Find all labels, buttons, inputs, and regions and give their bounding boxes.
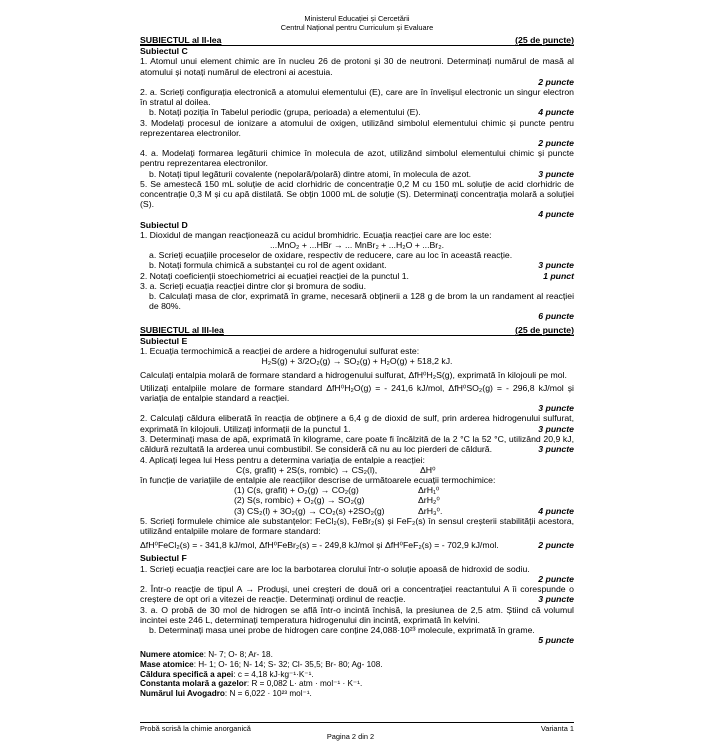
item-e2: 2. Calculați căldura eliberată în reacția de obținere a 6,4 g de dioxid de sulf, prin arderea hidrogenului sulfurat, exprimată în kilojouli. Utilizați informații de la punctul 1.: [140, 413, 574, 434]
item-e4-equation: C(s, grafit) + 2S(s, rombic) → CS₂(l),: [236, 464, 378, 475]
item-e1-points: 3 puncte: [538, 403, 574, 414]
item-e4-points: 4 puncte: [538, 505, 574, 516]
item-d3a: 3. a. Scrieți ecuația reacției dintre clor și bromura de sodiu.: [140, 280, 366, 291]
item-e3-points: 3 puncte: [538, 444, 574, 455]
item-f2: 2. Într-o reacție de tipul A → Produși, unei creșteri de două ori a concentrației reactantului A îi corespunde o creștere de opt ori a vitezei de reacție. Determinați ordinul de reacție.: [140, 583, 574, 605]
mass-values: : H- 1; O- 16; N- 14; S- 32; Cl- 35,5; Br- 80; Ag- 108.: [193, 659, 383, 669]
ministry-name: Ministerul Educației și Cercetării: [304, 14, 410, 23]
reaction-2: (2) S(s, rombic) + O₂(g) → SO₂(g): [234, 495, 365, 506]
item-e1-use: Utilizați entalpiile molare de formare standard ΔfH⁰H₂O(g) = - 241,6 kJ/mol, ΔfH⁰SO₂(g) = - 296,8 kJ/mol și variația de entalpie standard a reacției.: [140, 382, 574, 403]
item-d1a: a. Scrieți ecuațiile proceselor de oxidare, respectiv de reducere, care au loc în această reacție.: [149, 250, 513, 261]
item-c1: 1. Atomul unui element chimic are în nucleu 26 de protoni și 30 de neutroni. Determinați numărul de masă al atomului și notați numărul de electroni ai acestuia.: [140, 56, 574, 77]
section-3-heading: [140, 325, 574, 336]
reaction-1-dh: ΔrH₁⁰: [418, 485, 440, 496]
item-d1b-points: 3 puncte: [538, 260, 574, 271]
item-c5: 5. Se amestecă 150 mL soluție de acid clorhidric de concentrație 0,2 M cu 150 mL soluție de acid clorhidric de concentrație 0,3 M și cu apă distilată. Se obțin 1000 mL de soluție (S). Determinați concentrația molară a soluției (S).: [140, 178, 574, 210]
avogadro-value: : N = 6,022 · 10²³ mol⁻¹.: [224, 688, 312, 698]
section-3-title: SUBIECTUL al III-lea: [140, 324, 224, 335]
gas-label: Constanta molară a gazelor: [140, 679, 247, 689]
item-f3-points: 5 puncte: [538, 635, 574, 646]
exam-page: [140, 14, 574, 698]
item-d1: 1. Dioxidul de mangan reacționează cu acidul bromhidric. Ecuația reacției care are loc este:: [140, 229, 492, 240]
atomic-values: : N- 7; O- 8; Ar- 18.: [203, 650, 273, 660]
footer-variant: Varianta 1: [540, 724, 574, 733]
item-d3b: b. Calculați masa de clor, exprimată în grame, necesară obținerii a 128 g de brom la un randament al reacției de 80%.: [149, 291, 574, 312]
item-f1: 1. Scrieți ecuația reacției care are loc la barbotarea clorului într-o soluție apoasă de hidroxid de sodiu.: [140, 563, 530, 574]
item-c3-points: 2 puncte: [538, 138, 574, 149]
reaction-1: (1) C(s, grafit) + O₂(g) → CO₂(g): [234, 485, 359, 496]
item-d1-equation: ...MnO₂ + ...HBr → ... MnBr₂ + ...H₂O + ...Br₂.: [269, 240, 444, 251]
item-d2-points: 1 punct: [543, 270, 574, 281]
constants-block: [140, 650, 574, 698]
item-c3: 3. Modelați procesul de ionizare a atomului de oxigen, utilizând simbolul elementului chimic și puncte pentru reprezentarea electronilor.: [140, 117, 574, 138]
item-d2: 2. Notați coeficienții stoechiometrici ai ecuației reacției de la punctul 1.: [140, 270, 409, 281]
item-c4b: b. Notați tipul legăturii covalente (nepolară/polară) dintre atomi, în molecula de azot.: [149, 168, 472, 179]
ministry-header: [140, 14, 574, 32]
item-d3-points: 6 puncte: [538, 311, 574, 322]
item-c4a: 4. a. Modelați formarea legăturii chimice în molecula de azot, utilizând simbolul elementului chimic și puncte pentru reprezentarea electronilor.: [140, 148, 574, 169]
mass-label: Mase atomice: [140, 659, 194, 669]
item-f2-points: 3 puncte: [538, 594, 574, 605]
item-c2b-points: 4 puncte: [538, 107, 574, 118]
heat-value: : c = 4,18 kJ·kg⁻¹·K⁻¹.: [233, 669, 314, 679]
item-f3b: b. Determinați masa unei probe de hidrogen care conține 24,088·10²³ molecule, exprimată în grame.: [149, 624, 535, 635]
item-e4: 4. Aplicați legea lui Hess pentru a determina variația de entalpie a reacției:: [140, 454, 425, 465]
item-c1-points: 2 puncte: [538, 76, 574, 87]
item-c5-points: 4 puncte: [538, 209, 574, 220]
item-e5-values: ΔfH⁰FeCl₂(s) = - 341,8 kJ/mol, ΔfH⁰FeBr₂(s) = - 249,8 kJ/mol și ΔfH⁰FeF₂(s) = - 702,9 kJ/mol.: [140, 540, 499, 551]
section-2-points: (25 de puncte): [515, 35, 574, 45]
section-3-points: (25 de puncte): [515, 324, 574, 335]
atomic-label: Numere atomice: [140, 650, 204, 660]
item-e5-points: 2 puncte: [538, 540, 574, 551]
item-e1-calc: Calculați entalpia molară de formare standard a hidrogenului sulfurat, ΔfH⁰H₂S(g), exprimată în kilojouli pe mol.: [140, 369, 567, 380]
reaction-3: (3) CS₂(l) + 3O₂(g) → CO₂(s) +2SO₂(g): [234, 505, 385, 516]
gas-value: : R = 0,082 L· atm · mol⁻¹ · K⁻¹.: [246, 679, 363, 689]
section-2-title: SUBIECTUL al II-lea: [140, 35, 222, 45]
item-e2-points: 3 puncte: [538, 423, 574, 434]
item-d1b: b. Notați formula chimică a substanței cu rol de agent oxidant.: [149, 260, 387, 271]
item-e5: 5. Scrieți formulele chimice ale substanțelor: FeCl₂(s), FeBr₂(s) și FeF₂(s) în sensul creșterii stabilității acestora, utilizând entalpiile molare de formare standard:: [140, 515, 574, 536]
item-e1-equation: H₂S(g) + 3/2O₂(g) → SO₂(g) + H₂O(g) + 518,2 kJ.: [261, 356, 453, 367]
subject-e-title: Subiectul E: [140, 335, 188, 346]
subject-c-title: Subiectul C: [140, 46, 188, 57]
footer-exam-name: Probă scrisă la chimie anorganică: [140, 724, 251, 733]
subject-d-title: Subiectul D: [140, 219, 188, 230]
item-e4-dh: ΔH⁰: [420, 464, 436, 475]
item-e3: 3. Determinați masa de apă, exprimată în kilograme, care poate fi încălzită de la 2 °C la 52 °C, utilizând 20,9 kJ, căldură rezultată la arderea unui combustibil. Se consideră că nu au loc pierderi de căldură.: [140, 433, 574, 455]
item-c4b-points: 3 puncte: [538, 168, 574, 179]
subject-f-title: Subiectul F: [140, 553, 187, 564]
center-name: Centrul Național pentru Curriculum și Evaluare: [280, 23, 434, 32]
heat-label: Căldura specifică a apei: [140, 669, 234, 679]
item-e4-function: în funcție de variațiile de entalpie ale reacțiilor descrise de următoarele ecuații termochimice:: [140, 474, 496, 485]
avogadro-label: Numărul lui Avogadro: [140, 688, 225, 698]
item-f3a: 3. a. O probă de 30 mol de hidrogen se află într-o incintă închisă, la presiunea de 2,5 atm. Știind că volumul incintei este 246 L, determinați temperatura hidrogenului din incintă, exprimată în kelvini.: [140, 604, 574, 625]
item-e1: 1. Ecuația termochimică a reacției de ardere a hidrogenului sulfurat este:: [140, 346, 420, 357]
reaction-3-dh: ΔrH₃⁰.: [418, 505, 443, 516]
page-number: Pagina 2 din 2: [326, 732, 375, 741]
reaction-2-dh: ΔrH₂⁰: [418, 495, 440, 506]
item-c2a: 2. a. Scrieți configurația electronică a atomului elementului (E), care are în învelișul electronic un singur electron în stratul al doilea.: [140, 87, 574, 108]
section-2-heading: [140, 35, 574, 46]
item-c2b: b. Notați poziția în Tabelul periodic (grupa, perioada) a elementului (E).: [149, 107, 421, 118]
item-f1-points: 2 puncte: [538, 573, 574, 584]
